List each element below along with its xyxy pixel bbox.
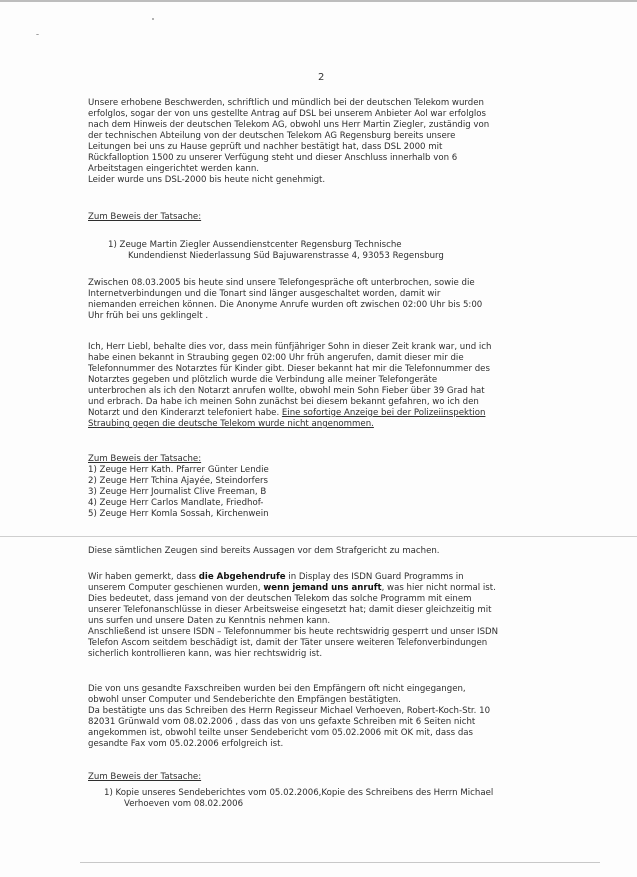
- text-segment: Notarzt und den Kinderarzt telefoniert habe.: [88, 408, 282, 418]
- text-line: Dies bedeutet, dass jemand von der deutschen Telekom das solche Programm mit einem: [88, 594, 472, 604]
- paragraph-dsl-complaint: [88, 98, 568, 186]
- evidence-line: Verhoeven vom 08.02.2006: [124, 799, 244, 809]
- text-line: Uhr früh bei uns geklingelt .: [88, 311, 209, 321]
- text-line: Telefonnummer des Notarztes für Kinder gibt. Dieser bekannt hat mir die Telefonnummer des: [88, 364, 490, 374]
- text-line: Leider wurde uns DSL-2000 bis heute nicht genehmigt.: [88, 175, 326, 185]
- text-line: nach dem Hinweis der deutschen Telekom AG, obwohl uns Herr Martin Ziegler, zuständig von: [88, 120, 490, 130]
- text-line: Rückfalloption 1500 zu unserer Verfügung steht und dieser Anschluss innerhalb von 6: [88, 153, 458, 163]
- scan-bottom-line: [80, 862, 600, 863]
- text-line: niemanden erreichen können. Die Anonyme Anrufe wurden oft zwischen 02:00 Uhr bis 5:00: [88, 300, 483, 310]
- proof-heading-1: [88, 212, 568, 223]
- text-line: [88, 583, 568, 594]
- proof-heading-3: [88, 772, 568, 783]
- text-segment: unserem Computer geschienen wurden,: [88, 583, 264, 593]
- witnesses-statement: [88, 546, 568, 557]
- text-line: Da bestätigte uns das Schreiben des Herrn Regisseur Michael Verhoeven, Robert-Koch-Str. 10: [88, 706, 491, 716]
- text-segment: in Display des ISDN Guard Programms in: [285, 572, 464, 582]
- text-line: angekommen ist, obwohl teilte unser Sendebericht vom 05.02.2006 mit OK mit, dass das: [88, 728, 474, 738]
- police-report-note: Straubing gegen die deutsche Telekom wurde nicht angenommen.: [88, 419, 374, 429]
- witness-item: 5) Zeuge Herr Komla Sossah, Kirchenwein: [88, 509, 269, 519]
- text-line: habe einen bekannt in Straubing gegen 02:00 Uhr früh angerufen, damit dieser mir die: [88, 353, 464, 363]
- paragraph-emergency-call: [88, 342, 568, 430]
- text-line: Zwischen 08.03.2005 bis heute sind unsere Telefongespräche oft unterbrochen, sowie die: [88, 278, 475, 288]
- text-line: Telefon Ascom seitdem beschädigt ist, damit der Täter unsere weiteren Telefonverbindungen: [88, 638, 488, 648]
- text-line: Unsere erhobene Beschwerden, schriftlich und mündlich bei der deutschen Telekom wurden: [88, 98, 484, 108]
- paragraph-isdn-guard: [88, 572, 568, 660]
- text-line: und erbrach. Da habe ich meinen Sohn zunächst bei diesem bekannt gefahren, wo ich den: [88, 397, 479, 407]
- paragraph-interruptions: [88, 278, 568, 322]
- proof-item-3: [104, 788, 584, 810]
- police-report-note: Eine sofortige Anzeige bei der Polizeiinspektion: [281, 408, 486, 418]
- text-line: sicherlich kontrollieren kann, was hier rechtswidrig ist.: [88, 649, 323, 659]
- witness-item: 4) Zeuge Herr Carlos Mandlate, Friedhof-: [88, 498, 264, 508]
- text-line: obwohl unser Computer und Sendeberichte den Empfängen bestätigten.: [88, 695, 401, 705]
- proof-item-1: [108, 240, 588, 262]
- witness-address: Kundendienst Niederlassung Süd Bajuwarenstrasse 4, 93053 Regensburg: [128, 251, 444, 261]
- scan-fold-line: [0, 536, 637, 537]
- text-line: unterbrochen als ich den Notarzt anrufen wollte, obwohl mein Sohn Fieber über 39 Grad hat: [88, 386, 485, 396]
- evidence-line: 1) Kopie unseres Sendeberichtes vom 05.02.2006,Kopie des Schreibens des Herrn Michael: [104, 788, 494, 798]
- emphasis-text: die Abgehendrufe: [198, 572, 286, 582]
- witness-item: 1) Zeuge Herr Kath. Pfarrer Günter Lendie: [88, 465, 269, 475]
- witness-item: 3) Zeuge Herr Journalist Clive Freeman, B: [88, 487, 267, 497]
- emphasis-text: wenn jemand uns anruft: [263, 583, 382, 593]
- text-line: Notarztes gegeben und plötzlich wurde die Verbindung alle meiner Telefongeräte: [88, 375, 438, 385]
- text-line: [88, 572, 568, 583]
- paragraph-fax: [88, 684, 568, 750]
- text-line: Die von uns gesandte Faxschreiben wurden bei den Empfängern oft nicht eingegangen,: [88, 684, 466, 694]
- text-segment: , was hier nicht normal ist.: [381, 583, 496, 593]
- text-line: Anschließend ist unsere ISDN – Telefonnummer bis heute rechtswidrig gesperrt und unser ISDN: [88, 627, 499, 637]
- proof-witness-list: [88, 454, 568, 520]
- text-line: uns surfen und unsere Daten zu Kenntnis nehmen kann.: [88, 616, 331, 626]
- proof-heading: Zum Beweis der Tatsache:: [88, 454, 202, 464]
- text-line: der technischen Abteilung von der deutschen Telekom AG Regensburg bereits unsere: [88, 131, 456, 141]
- scan-top-edge: [0, 0, 637, 2]
- text-segment: Wir haben gemerkt, dass: [88, 572, 199, 582]
- page-number: 2: [318, 72, 325, 83]
- scan-speck: [152, 18, 154, 20]
- witness-item: 2) Zeuge Herr Tchina Ajayée, Steindorfers: [88, 476, 269, 486]
- text-line: erfolglos, sogar der von uns gestellte Antrag auf DSL bei unserem Anbieter Aol war erfolglos: [88, 109, 487, 119]
- proof-heading: Zum Beweis der Tatsache:: [88, 212, 202, 222]
- proof-heading: Zum Beweis der Tatsache:: [88, 772, 202, 782]
- text-line: gesandte Fax vom 05.02.2006 erfolgreich ist.: [88, 739, 284, 749]
- witness-line: 1) Zeuge Martin Ziegler Aussendienstcenter Regensburg Technische: [108, 240, 402, 250]
- scan-speck: [36, 34, 39, 35]
- text-line: Leitungen bei uns zu Hause geprüft und nachher bestätigt hat, dass DSL 2000 mit: [88, 142, 443, 152]
- text-line: Ich, Herr Liebl, behalte dies vor, dass mein fünfjähriger Sohn in dieser Zeit krank war, und ich: [88, 342, 492, 352]
- text-line: Diese sämtlichen Zeugen sind bereits Aussagen vor dem Strafgericht zu machen.: [88, 546, 440, 556]
- text-line: Internetverbindungen und die Tonart sind länger ausgeschaltet worden, damit wir: [88, 289, 441, 299]
- text-line: unserer Telefonanschlüsse in dieser Arbeitsweise eingesetzt hat; damit dieser gleichzeitig mit: [88, 605, 492, 615]
- text-line: Arbeitstagen eingerichtet werden kann.: [88, 164, 259, 174]
- text-line: [88, 408, 568, 419]
- text-line: 82031 Grünwald vom 08.02.2006 , dass das von uns gefaxte Schreiben mit 6 Seiten nicht: [88, 717, 476, 727]
